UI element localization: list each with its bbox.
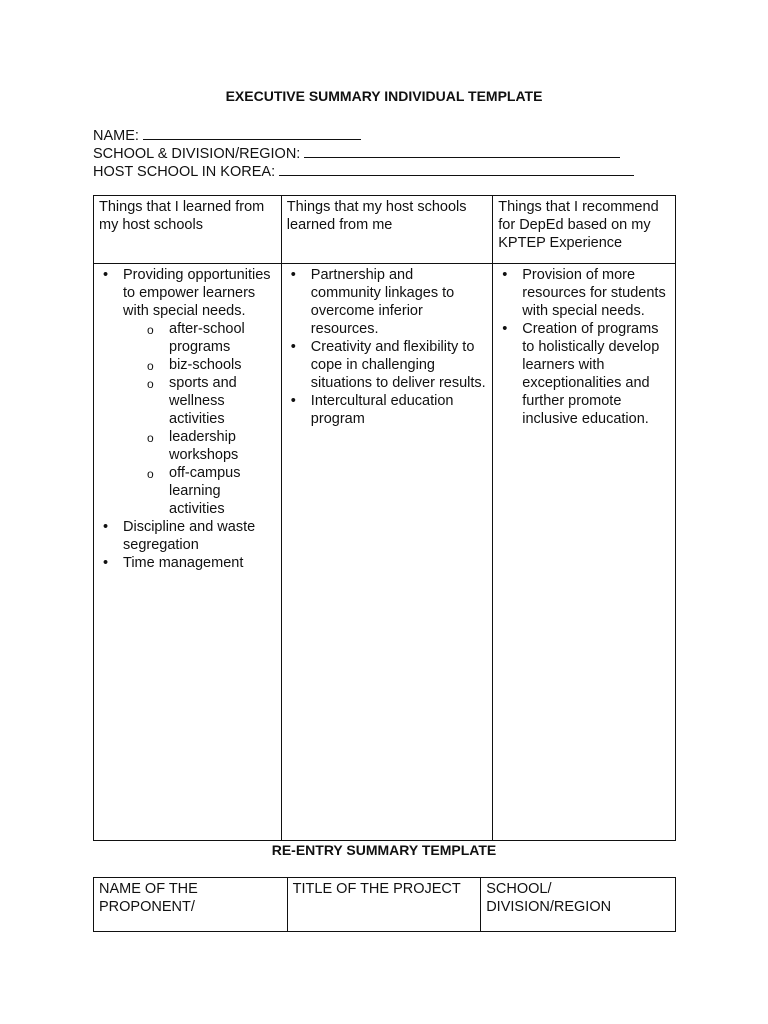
host-school-label: HOST SCHOOL IN KOREA: <box>93 164 276 180</box>
reentry-header-row <box>94 878 676 932</box>
name-label: NAME: <box>93 128 139 144</box>
list-item: • Discipline and waste segregation <box>123 518 276 554</box>
sub-list-item: o off-campus learning activities <box>169 464 276 518</box>
list-item: • Intercultural education program <box>311 392 487 428</box>
taught-cell <box>281 264 492 841</box>
sub-list-item: o leadership workshops <box>169 428 276 464</box>
school-line <box>304 143 620 158</box>
learned-cell <box>94 264 282 841</box>
taught-list <box>287 266 487 428</box>
reentry-summary-table <box>93 877 676 932</box>
list-item <box>123 266 276 518</box>
school-field <box>93 143 620 163</box>
sub-list-item: o after-school programs <box>169 320 276 356</box>
list-item: • Partnership and community linkages to overcome inferior resources. <box>311 266 487 338</box>
header-recommend: Things that I recommend for DepEd based on my KPTEP Experience <box>493 196 676 264</box>
table-header-row <box>94 196 676 264</box>
name-field <box>93 125 361 145</box>
list-item: • Provision of more resources for students with special needs. <box>522 266 670 320</box>
list-item: • Creation of programs to holistically develop learners with exceptionalities and further promote inclusive education. <box>522 320 670 428</box>
learned-list <box>99 266 276 572</box>
header-school-division: SCHOOL/ DIVISION/REGION <box>481 878 676 932</box>
header-project-title: TITLE OF THE PROJECT <box>287 878 481 932</box>
header-proponent: NAME OF THE PROPONENT/ <box>94 878 288 932</box>
header-taught: Things that my host schools learned from me <box>281 196 492 264</box>
reentry-title: RE-ENTRY SUMMARY TEMPLATE <box>271 842 497 858</box>
recommend-cell <box>493 264 676 841</box>
host-school-field <box>93 161 634 181</box>
recommend-list <box>498 266 670 428</box>
sub-list-item: o biz-schools <box>169 356 276 374</box>
school-label: SCHOOL & DIVISION/REGION: <box>93 146 301 162</box>
list-item: • Creativity and flexibility to cope in challenging situations to deliver results. <box>311 338 487 392</box>
executive-summary-table <box>93 195 676 841</box>
document-title: EXECUTIVE SUMMARY INDIVIDUAL TEMPLATE <box>225 88 543 104</box>
list-item: • Time management <box>123 554 276 572</box>
name-line <box>143 125 361 140</box>
header-learned: Things that I learned from my host schools <box>94 196 282 264</box>
host-school-line <box>279 161 634 176</box>
table-body-row <box>94 264 676 841</box>
sub-list-item: o sports and wellness activities <box>169 374 276 428</box>
learned-item-text: Providing opportunities to empower learners with special needs. <box>123 267 271 319</box>
learned-sublist <box>123 320 276 518</box>
